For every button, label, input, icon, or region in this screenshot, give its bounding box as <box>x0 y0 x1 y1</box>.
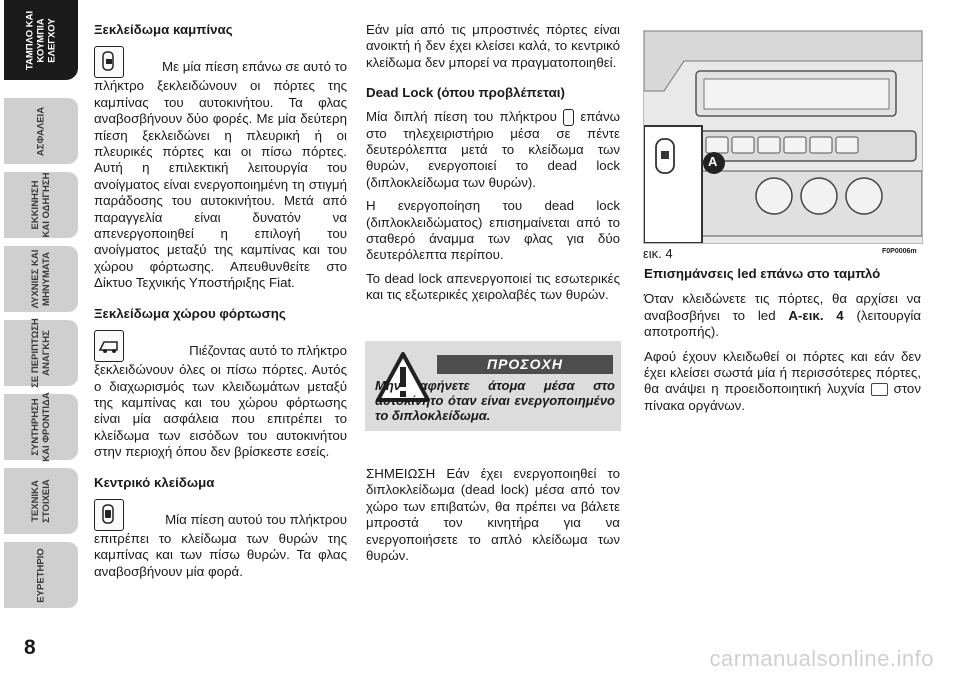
tab-emergency[interactable]: ΣΕ ΠΕΡΙΠΤΩΣΗ ΑΝΑΓΚΗΣ <box>4 320 78 386</box>
figure-callout-A: A <box>708 154 718 169</box>
central-lock-key-icon <box>94 499 124 531</box>
section-title-led: Επισημάνσεις led επάνω στο ταμπλό <box>644 266 881 281</box>
key-button-icon <box>563 109 574 126</box>
paragraph-dead-lock-handles: Το dead lock απενεργοποιεί τις εσωτερικές και τις εξωτερικές χειρολαβές των θυρών. <box>366 270 620 303</box>
unlock-cargo-key-icon <box>94 330 124 362</box>
section-body-cargo-unlock: ξεκλειδώνουν όλες οι πίσω πόρτες. Αυτός ο διαχωρισμός των κλειδωμάτων μεταξύ της καμπίνας και του χώρου φόρτωσης είναι μία ασφάλεια που επιτρέπει το κλείδωμα των εισόδων του αυτοκινήτου στην περιοχή όπου δεν βρίσκεστε εσείς. <box>94 362 347 460</box>
open-door-warning-icon <box>871 383 888 396</box>
column-3 <box>644 266 921 414</box>
tab-safety[interactable]: ΑΣΦΑΛΕΙΑ <box>4 98 78 164</box>
paragraph-dead-lock-signal: Η ενεργοποίηση του dead lock (διπλοκλειδώματος) επισημαίνεται από το σταθερό άναμμα των φλας για δύο δευτερόλεπτα περίπου. <box>366 198 620 263</box>
figure-code: F0P0006m <box>882 248 917 255</box>
tab-starting-driving[interactable]: ΕΚΚΙΝΗΣΗ ΚΑΙ ΟΔΗΓΗΣΗ <box>4 172 78 238</box>
warning-heading: ΠΡΟΣΟΧΗ <box>437 355 613 374</box>
paragraph-note: ΣΗΜΕΙΩΣΗ Εάν έχει ενεργοποιηθεί το διπλοκλείδωμα (dead lock) μέσα από τον χώρο των επιβατών, θα πρέπει να βάλετε μπροστά τον κινητήρα για να ενεργοποιήσετε το απλό κλείδωμα των θυρών. <box>366 466 620 564</box>
tab-index[interactable]: ΕΥΡΕΤΗΡΙΟ <box>4 542 78 608</box>
warning-text: Μην αφήνετε άτομα μέσα στο αυτοκίνητο όταν είναι ενεργοποιημένο το διπλοκλείδωμα. <box>375 378 615 423</box>
section-body-central-lock: επιτρέπει το κλείδωμα των θυρών της καμπίνας και των πίσω θυρών. Τα φλας αναβοσβήνουν μία φορά. <box>94 530 347 579</box>
section-title-cabin-unlock: Ξεκλείδωμα καμπίνας <box>94 22 233 37</box>
section-sidebar <box>0 0 82 677</box>
tab-warning-lights[interactable]: ΛΥΧΝΙΕΣ ΚΑΙ ΜΗΝΥΜΑΤΑ <box>4 246 78 312</box>
unlock-cabin-key-icon <box>94 46 124 78</box>
section-title-central-lock: Κεντρικό κλείδωμα <box>94 474 215 490</box>
tab-technical-data[interactable]: ΤΕΧΝΙΚΑ ΣΤΟΙΧΕΙΑ <box>4 468 78 534</box>
section-lead-cabin-unlock: Με μία πίεση επάνω σε αυτό το <box>162 59 347 75</box>
section-title-dead-lock: Dead Lock (όπου προβλέπεται) <box>366 85 565 101</box>
figure-caption: εικ. 4 <box>643 246 673 261</box>
section-lead-cargo-unlock: Πιέζοντας αυτό το πλήκτρο <box>189 343 347 359</box>
tab-maintenance[interactable]: ΣΥΝΤΗΡΗΣΗ ΚΑΙ ΦΡΟΝΤΙΔΑ <box>4 394 78 460</box>
warning-box <box>365 341 621 431</box>
footer-watermark: carmanualsonline.info <box>709 646 934 671</box>
paragraph-led-blink: Όταν κλειδώνετε τις πόρτες, θα αρχίσει να αναβοσβήνει το led A-εικ. 4 (λειτουργία αποτροπής). <box>644 291 922 340</box>
note-block <box>366 466 620 564</box>
section-title-cargo-unlock: Ξεκλείδωμα χώρου φόρτωσης <box>94 305 286 321</box>
paragraph-front-door-open: Εάν μία από τις μπροστινές πόρτες είναι ανοικτή ή δεν έχει κλείσει καλά, το κεντρικό κλείδωμα δεν μπορεί να πραγματοποιηθεί. <box>366 22 620 70</box>
page-number: 8 <box>24 636 36 659</box>
column-1 <box>94 22 347 580</box>
dashboard-figure <box>643 30 923 244</box>
paragraph-led-warning: Αφού έχουν κλειδωθεί οι πόρτες και εάν δεν έχει κλείσει σωστά μία ή περισσότερες πόρτες, θα ανάψει η προειδοποιητική λυχνία στον πίνακα οργάνων. <box>644 348 921 413</box>
section-lead-central-lock: Μία πίεση αυτού του πλήκτρου <box>165 511 347 527</box>
section-body-cabin-unlock: πλήκτρο ξεκλειδώνουν οι πόρτες της καμπίνας του αυτοκινήτου. Τα φλας αναβοσβήνουν δύο φορές. Με μία δεύτερη πίεση ξεκλειδώνει η πλευρική ή οι πλευρικές πόρτες και οι πίσω πόρτες. Αυτή η επιλεκτική λειτουργία του ανοίγματος είναι ενεργοποιημένη τη στιγμή παράδοσης του αυτοκινήτου. Μετά από παραγγελία είναι δυνατόν να απενεργοποιηθεί η επιλογή του ανοίγματος μεταξύ της καμπίνας και του χώρου φόρτωσης. Απευθυνθείτε στο Δίκτυο Τεχνικής Υποστήριξης Fiat. <box>94 78 347 291</box>
tab-dashboard-controls[interactable]: ΤΑΜΠΛΟ ΚΑΙ ΚΟΥΜΠΙΑ ΕΛΕΓΧΟΥ <box>4 0 78 80</box>
paragraph-dead-lock-activation: Μία διπλή πίεση του πλήκτρου επάνω στο τηλεχειριστήριο μέσα σε πέντε δευτερόλεπτα μετά το κλείδωμα των θυρών, ενεργοποιεί το dead lock (διπλοκλείδωμα των θυρών). <box>366 108 620 190</box>
column-2 <box>366 22 620 304</box>
